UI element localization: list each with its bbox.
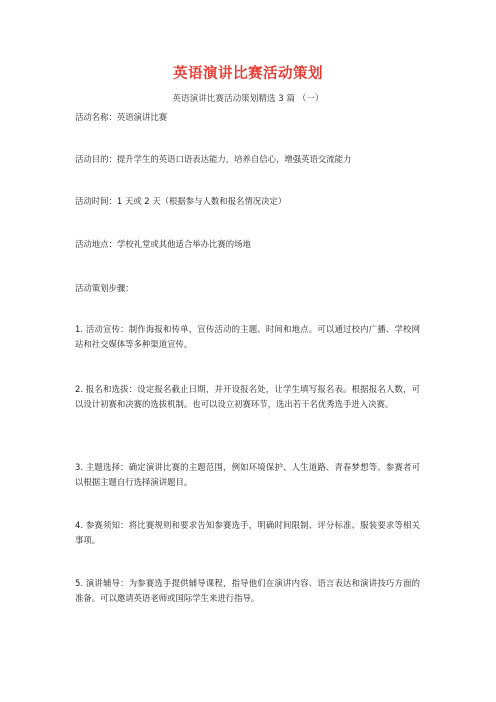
activity-place-paragraph: 活动地点：学校礼堂或其他适合举办比赛的场地 (75, 239, 251, 249)
document-title: 英语演讲比赛活动策划 (173, 66, 323, 82)
activity-time-paragraph: 活动时间：1 天或 2 天（根据参与人数和报名情况决定） (75, 196, 287, 206)
activity-name-paragraph: 活动名称：英语演讲比赛 (75, 112, 168, 122)
activity-purpose-paragraph: 活动目的：提升学生的英语口语表达能力，培养自信心，增强英语交流能力 (75, 154, 352, 164)
document-subtitle: 英语演讲比赛活动策划精选 3 篇 （一） (172, 94, 324, 104)
step-3-paragraph: 3. 主题选择：确定演讲比赛的主题范围，例如环境保护、人生道路、青春梦想等。参赛者可以根据主题自行选择演讲题目。 (75, 462, 420, 487)
step-2-paragraph: 2. 报名和选拔：设定报名截止日期，并开设报名处，让学生填写报名表。根据报名人数，可以设计初赛和决赛的选拔机制。也可以设立初赛环节，选出若干名优秀选手进入决赛。 (75, 384, 420, 409)
step-5-paragraph: 5. 演讲辅导：为参赛选手提供辅导课程，指导他们在演讲内容、语言表达和演讲技巧方面的准备。可以邀请英语老师或国际学生来进行指导。 (75, 578, 420, 603)
step-1-paragraph: 1. 活动宣传：制作海报和传单，宣传活动的主题、时间和地点。可以通过校内广播、学校网站和社交媒体等多种渠道宣传。 (75, 324, 420, 349)
steps-heading: 活动策划步骤： (75, 283, 134, 293)
step-4-paragraph: 4. 参赛须知：将比赛规则和要求告知参赛选手，明确时间限制、评分标准、服装要求等相关事项。 (75, 520, 420, 545)
